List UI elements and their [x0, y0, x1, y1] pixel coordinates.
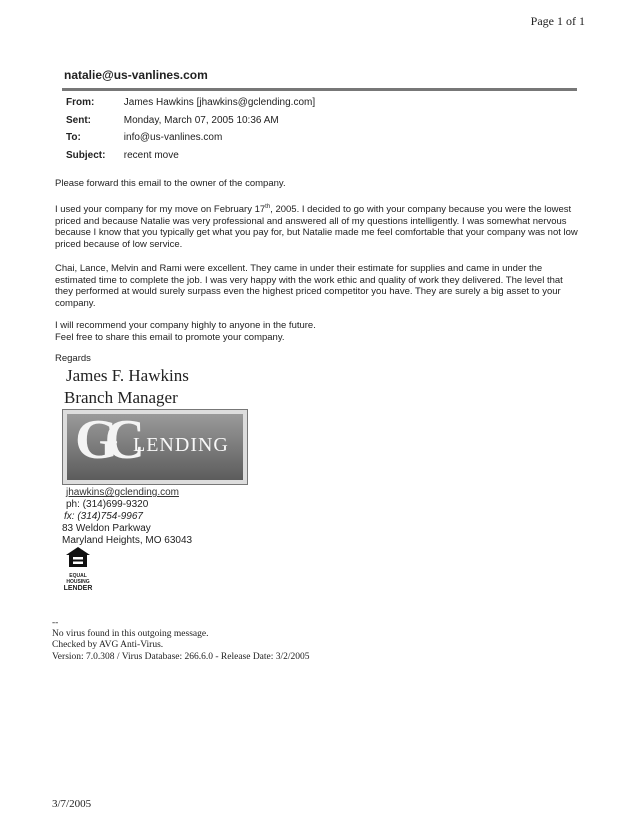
lender-text: LENDER: [63, 585, 93, 592]
footer-avg-line: Checked by AVG Anti-Virus.: [52, 640, 164, 650]
header-row-to: [66, 132, 222, 143]
header-value: Monday, March 07, 2005 10:36 AM: [123, 115, 279, 126]
body-intro: Please forward this email to the owner of the company.: [55, 178, 286, 189]
body-text-run: Chai, Lance, Melvin and Rami were excellent. They came in under their estimate for supplies and came in under the estimated time to complete the job. I was very happy with the work ethic and quality of work they delivered. The level that they performed at would surely surpass even the highest priced competitor you have. They are surely a big asset to your company.: [55, 263, 563, 309]
print-date: 3/7/2005: [52, 798, 92, 810]
body-text-run: , 2005. I decided to go with your company because you were the lowest priced and because Natalie was very professional and answered all of my questions intelligently. I was somewhat nervous because I know that you typically get what you pay for, but Natalie made me feel comfortable that your company was not low priced because of low service.: [55, 204, 578, 250]
header-row-subject: [66, 150, 179, 161]
footer-separator: --: [52, 618, 59, 628]
header-value: recent move: [123, 150, 179, 161]
header-label: From:: [66, 97, 95, 108]
header-label: Subject:: [66, 150, 106, 161]
signature-name: James F. Hawkins: [66, 366, 189, 385]
page-number: Page 1 of 1: [530, 14, 585, 28]
equal-housing-text: EQUAL HOUSING: [66, 573, 90, 585]
body-paragraph-2: [55, 263, 580, 309]
equal-housing-house-icon: [65, 546, 91, 568]
header-divider: [62, 88, 577, 91]
equal-housing-lender-badge: [58, 546, 98, 593]
closing: Regards: [55, 353, 91, 364]
header-label: To:: [66, 132, 81, 143]
body-text-run: I used your company for my move on February 17: [55, 204, 266, 216]
sender-email-heading: natalie@us-vanlines.com: [64, 68, 208, 82]
logo-mark: GC: [75, 414, 131, 471]
header-row-sent: [66, 115, 279, 126]
contact-phone: ph: (314)699-9320: [66, 499, 149, 510]
gc-lending-logo: [62, 409, 248, 485]
contact-address-line2: Maryland Heights, MO 63043: [62, 535, 193, 546]
contact-address-line1: 83 Weldon Parkway: [62, 523, 151, 534]
header-label: Sent:: [66, 115, 91, 126]
footer-virus-line: No virus found in this outgoing message.: [52, 629, 209, 639]
logo-background: [67, 414, 243, 480]
ordinal-suffix: th: [265, 204, 271, 210]
body-text-line: I will recommend your company highly to anyone in the future.: [55, 320, 316, 331]
contact-email-link[interactable]: jhawkins@gclending.com: [66, 487, 179, 498]
body-paragraph-3: [55, 320, 580, 343]
footer-version-line: Version: 7.0.308 / Virus Database: 266.6.0 - Release Date: 3/2/2005: [52, 652, 310, 662]
header-value: info@us-vanlines.com: [123, 132, 223, 143]
contact-fax: fx: (314)754-9967: [64, 511, 143, 522]
body-text-line: Feel free to share this email to promote your company.: [55, 331, 285, 343]
body-paragraph-1: [55, 202, 580, 250]
logo-wordmark: LENDING: [133, 434, 229, 456]
header-row-from: [66, 97, 315, 108]
header-value: James Hawkins [jhawkins@gclending.com]: [123, 97, 316, 108]
signature-title: Branch Manager: [64, 388, 178, 407]
